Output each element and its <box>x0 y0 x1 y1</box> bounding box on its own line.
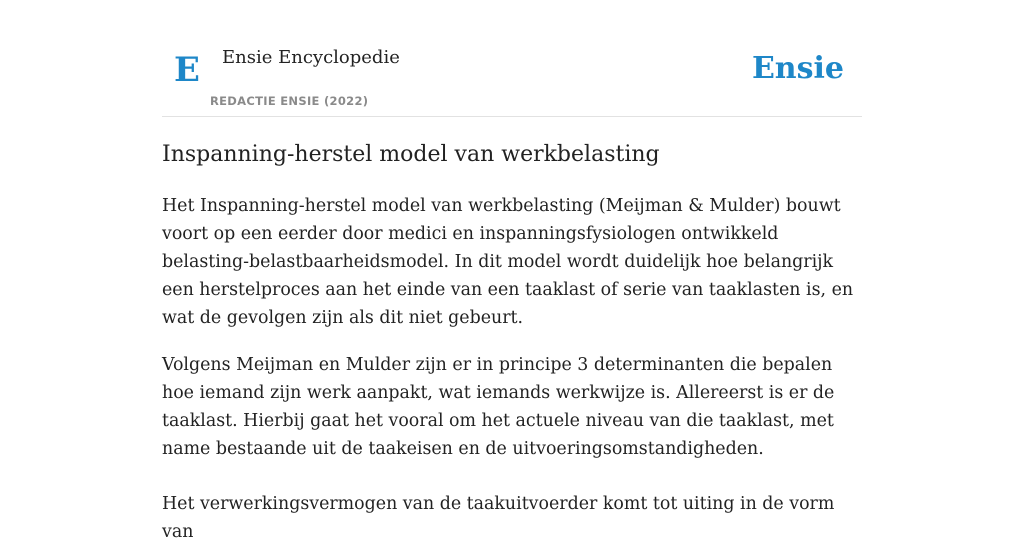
article-paragraph: Het Inspanning-herstel model van werkbelasting (Meijman & Mulder) bouwt voort op een eerder door medici en inspanningsfysiologen ontwikkeld belasting-belastbaarheidsmodel. In dit model wordt duidelijk hoe belangrijk een herstelproces aan het einde van een taaklast of serie van taaklasten is, en wat de gevolgen zijn als dit niet gebeurt. <box>162 196 854 328</box>
article-paragraph: Het verwerkingsvermogen van de taakuitvoerder komt tot uiting in de vorm van <box>162 494 835 542</box>
source-meta: REDACTIE ENSIE (2022) <box>210 94 369 108</box>
source-name[interactable]: Ensie Encyclopedie <box>222 47 400 68</box>
article-paragraph: Volgens Meijman en Mulder zijn er in principe 3 determinanten die bepalen hoe iemand zijn werk aanpakt, wat iemands werkwijze is. Allereerst is er de taaklast. Hierbij gaat het vooral om het actuele niveau van die taaklast, met name bestaande uit de taakeisen en de uitvoeringsomstandigheden. <box>162 355 835 459</box>
ensie-logo-icon[interactable]: E <box>174 50 200 90</box>
article-title: Inspanning-herstel model van werkbelasting <box>162 142 660 167</box>
source-header <box>162 0 862 117</box>
brand-logo[interactable]: Ensie <box>751 51 844 86</box>
